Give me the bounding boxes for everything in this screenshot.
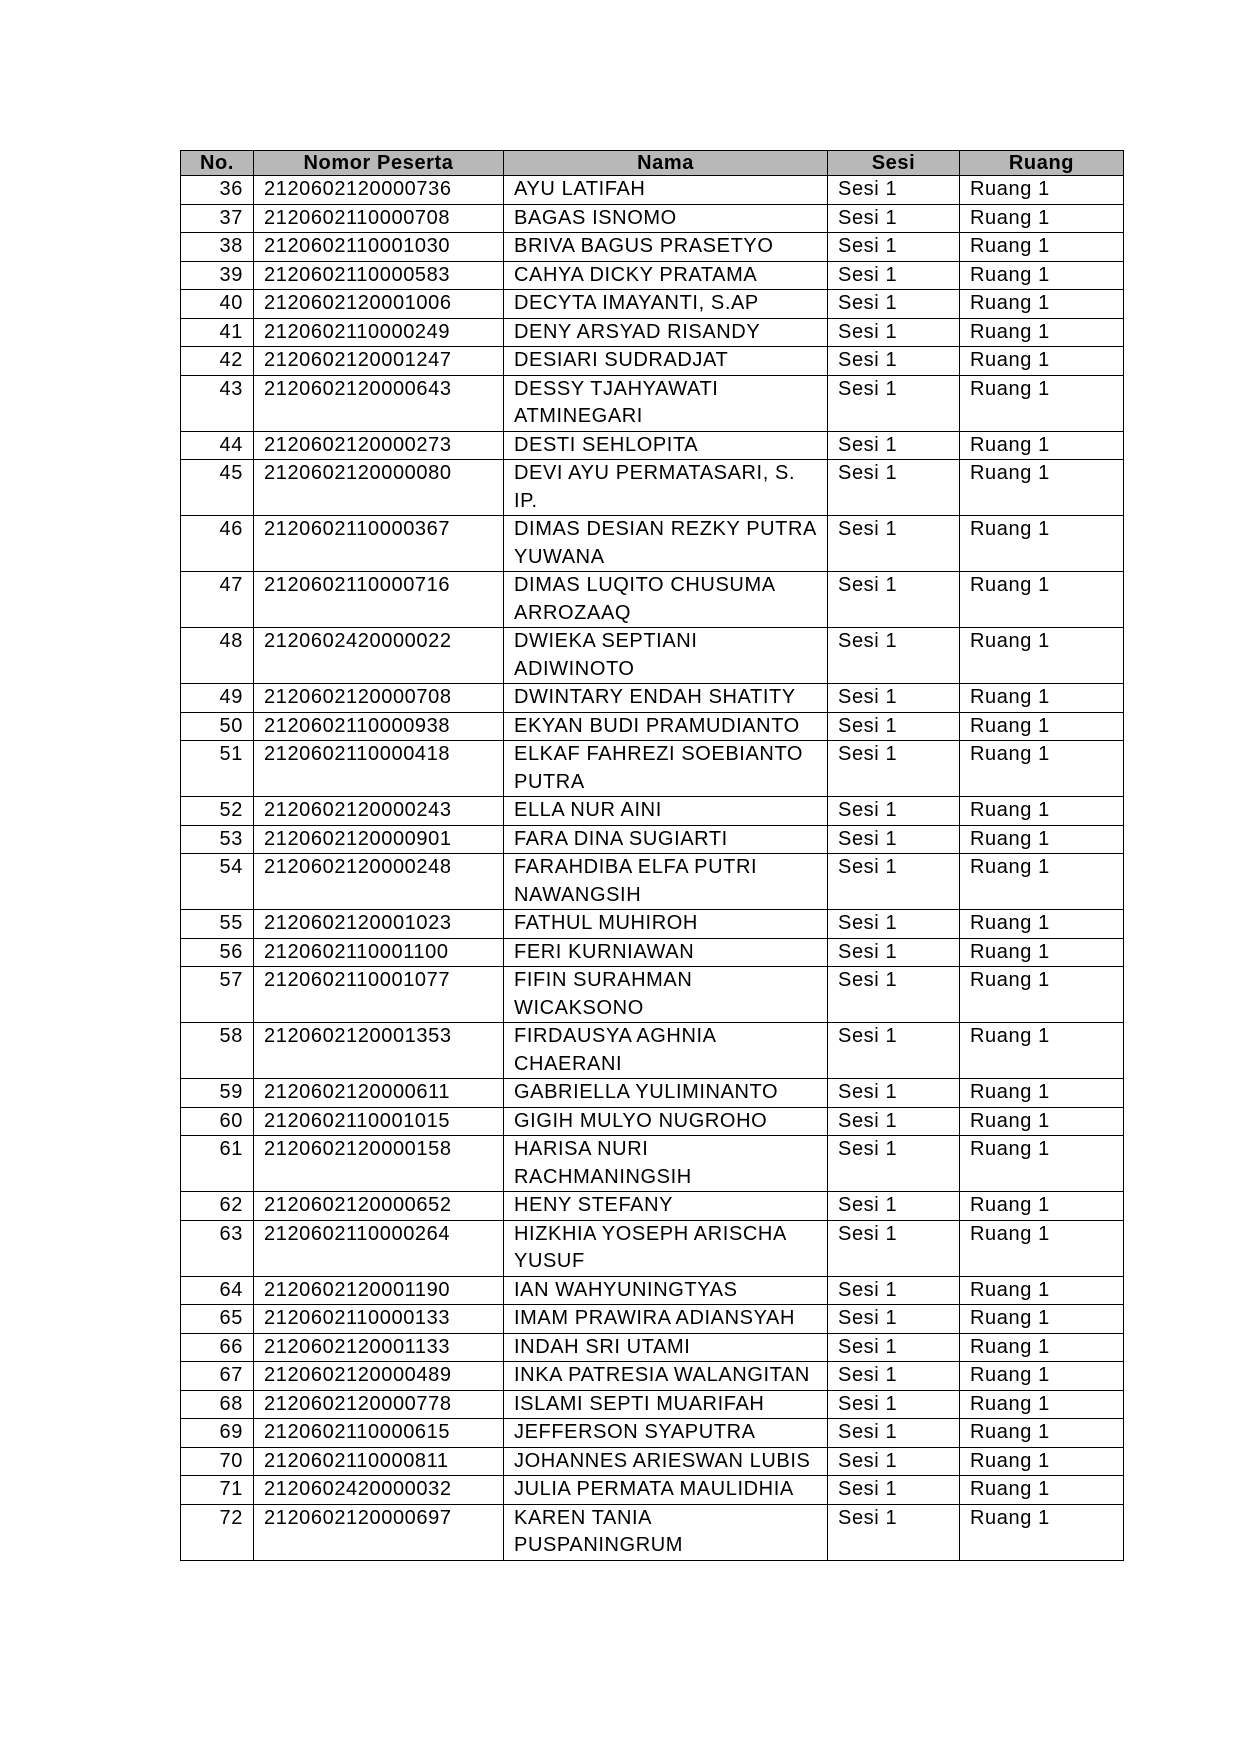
table-row <box>181 233 1124 262</box>
cell-nama: INDAH SRI UTAMI <box>504 1333 828 1362</box>
cell-nomor-peserta: 2120602110000367 <box>254 516 504 572</box>
cell-nama: EKYAN BUDI PRAMUDIANTO <box>504 712 828 741</box>
cell-ruang: Ruang 1 <box>960 1079 1124 1108</box>
cell-nama: INKA PATRESIA WALANGITAN <box>504 1362 828 1391</box>
cell-ruang: Ruang 1 <box>960 1362 1124 1391</box>
cell-no: 55 <box>181 910 254 939</box>
cell-no: 39 <box>181 261 254 290</box>
cell-sesi: Sesi 1 <box>828 1136 960 1192</box>
table-header-row <box>181 151 1124 176</box>
cell-sesi: Sesi 1 <box>828 1023 960 1079</box>
cell-ruang: Ruang 1 <box>960 176 1124 205</box>
cell-ruang: Ruang 1 <box>960 318 1124 347</box>
cell-nama: DESSY TJAHYAWATI ATMINEGARI <box>504 375 828 431</box>
table-row <box>181 712 1124 741</box>
cell-nomor-peserta: 2120602110000583 <box>254 261 504 290</box>
cell-sesi: Sesi 1 <box>828 1079 960 1108</box>
table-row <box>181 1023 1124 1079</box>
cell-ruang: Ruang 1 <box>960 1504 1124 1560</box>
table-row <box>181 854 1124 910</box>
cell-nomor-peserta: 2120602110001015 <box>254 1107 504 1136</box>
cell-no: 49 <box>181 684 254 713</box>
cell-ruang: Ruang 1 <box>960 967 1124 1023</box>
cell-ruang: Ruang 1 <box>960 854 1124 910</box>
table-row <box>181 938 1124 967</box>
cell-nomor-peserta: 2120602120000736 <box>254 176 504 205</box>
cell-nomor-peserta: 2120602120001247 <box>254 347 504 376</box>
cell-no: 42 <box>181 347 254 376</box>
cell-sesi: Sesi 1 <box>828 204 960 233</box>
cell-sesi: Sesi 1 <box>828 1220 960 1276</box>
cell-nama: DWIEKA SEPTIANI ADIWINOTO <box>504 628 828 684</box>
cell-nama: FARAHDIBA ELFA PUTRI NAWANGSIH <box>504 854 828 910</box>
cell-no: 54 <box>181 854 254 910</box>
cell-sesi: Sesi 1 <box>828 684 960 713</box>
cell-no: 65 <box>181 1305 254 1334</box>
cell-ruang: Ruang 1 <box>960 1136 1124 1192</box>
cell-ruang: Ruang 1 <box>960 712 1124 741</box>
table-row <box>181 516 1124 572</box>
table-row <box>181 204 1124 233</box>
cell-nomor-peserta: 2120602110001030 <box>254 233 504 262</box>
table-row <box>181 318 1124 347</box>
cell-ruang: Ruang 1 <box>960 1276 1124 1305</box>
cell-sesi: Sesi 1 <box>828 1276 960 1305</box>
cell-sesi: Sesi 1 <box>828 628 960 684</box>
cell-sesi: Sesi 1 <box>828 910 960 939</box>
table-row <box>181 741 1124 797</box>
cell-sesi: Sesi 1 <box>828 1447 960 1476</box>
table-row <box>181 825 1124 854</box>
cell-no: 46 <box>181 516 254 572</box>
table-row <box>181 1305 1124 1334</box>
cell-ruang: Ruang 1 <box>960 204 1124 233</box>
header-ruang: Ruang <box>960 151 1124 176</box>
cell-ruang: Ruang 1 <box>960 1476 1124 1505</box>
cell-nomor-peserta: 2120602110001100 <box>254 938 504 967</box>
cell-ruang: Ruang 1 <box>960 1390 1124 1419</box>
cell-nomor-peserta: 2120602110000418 <box>254 741 504 797</box>
cell-no: 38 <box>181 233 254 262</box>
table-row <box>181 684 1124 713</box>
cell-ruang: Ruang 1 <box>960 825 1124 854</box>
table-row <box>181 1276 1124 1305</box>
table-row <box>181 290 1124 319</box>
cell-nomor-peserta: 2120602120000901 <box>254 825 504 854</box>
cell-ruang: Ruang 1 <box>960 1333 1124 1362</box>
cell-sesi: Sesi 1 <box>828 1390 960 1419</box>
cell-nama: DENY ARSYAD RISANDY <box>504 318 828 347</box>
cell-ruang: Ruang 1 <box>960 261 1124 290</box>
cell-no: 44 <box>181 431 254 460</box>
cell-nama: ELKAF FAHREZI SOEBIANTO PUTRA <box>504 741 828 797</box>
cell-no: 59 <box>181 1079 254 1108</box>
cell-sesi: Sesi 1 <box>828 460 960 516</box>
cell-ruang: Ruang 1 <box>960 347 1124 376</box>
table-body <box>181 176 1124 1561</box>
cell-sesi: Sesi 1 <box>828 1192 960 1221</box>
cell-no: 63 <box>181 1220 254 1276</box>
cell-ruang: Ruang 1 <box>960 1107 1124 1136</box>
cell-nomor-peserta: 2120602110000811 <box>254 1447 504 1476</box>
table-row <box>181 1447 1124 1476</box>
cell-sesi: Sesi 1 <box>828 1305 960 1334</box>
cell-nomor-peserta: 2120602120001133 <box>254 1333 504 1362</box>
cell-ruang: Ruang 1 <box>960 1305 1124 1334</box>
cell-nama: CAHYA DICKY PRATAMA <box>504 261 828 290</box>
cell-nama: FARA DINA SUGIARTI <box>504 825 828 854</box>
cell-sesi: Sesi 1 <box>828 572 960 628</box>
cell-ruang: Ruang 1 <box>960 741 1124 797</box>
table-row <box>181 1504 1124 1560</box>
cell-nomor-peserta: 2120602120001006 <box>254 290 504 319</box>
table-row <box>181 628 1124 684</box>
cell-nomor-peserta: 2120602420000032 <box>254 1476 504 1505</box>
table-row <box>181 1192 1124 1221</box>
cell-no: 50 <box>181 712 254 741</box>
cell-sesi: Sesi 1 <box>828 1333 960 1362</box>
table-row <box>181 347 1124 376</box>
cell-no: 47 <box>181 572 254 628</box>
cell-nama: DECYTA IMAYANTI, S.AP <box>504 290 828 319</box>
cell-ruang: Ruang 1 <box>960 431 1124 460</box>
cell-nomor-peserta: 2120602120000243 <box>254 797 504 826</box>
cell-nomor-peserta: 2120602110000249 <box>254 318 504 347</box>
cell-no: 48 <box>181 628 254 684</box>
cell-no: 61 <box>181 1136 254 1192</box>
cell-sesi: Sesi 1 <box>828 318 960 347</box>
cell-nama: DWINTARY ENDAH SHATITY <box>504 684 828 713</box>
cell-no: 37 <box>181 204 254 233</box>
cell-nomor-peserta: 2120602110000264 <box>254 1220 504 1276</box>
cell-sesi: Sesi 1 <box>828 1107 960 1136</box>
cell-nomor-peserta: 2120602110000708 <box>254 204 504 233</box>
cell-ruang: Ruang 1 <box>960 684 1124 713</box>
cell-ruang: Ruang 1 <box>960 938 1124 967</box>
cell-nama: FERI KURNIAWAN <box>504 938 828 967</box>
cell-ruang: Ruang 1 <box>960 1447 1124 1476</box>
participant-table <box>180 150 1124 1561</box>
cell-nama: JEFFERSON SYAPUTRA <box>504 1419 828 1448</box>
cell-no: 43 <box>181 375 254 431</box>
cell-nomor-peserta: 2120602120000273 <box>254 431 504 460</box>
cell-ruang: Ruang 1 <box>960 1220 1124 1276</box>
cell-ruang: Ruang 1 <box>960 1192 1124 1221</box>
table-row <box>181 1390 1124 1419</box>
table-row <box>181 261 1124 290</box>
cell-nomor-peserta: 2120602110000615 <box>254 1419 504 1448</box>
cell-nama: HIZKHIA YOSEPH ARISCHA YUSUF <box>504 1220 828 1276</box>
cell-nama: HENY STEFANY <box>504 1192 828 1221</box>
cell-ruang: Ruang 1 <box>960 290 1124 319</box>
cell-ruang: Ruang 1 <box>960 460 1124 516</box>
cell-nomor-peserta: 2120602120000643 <box>254 375 504 431</box>
cell-sesi: Sesi 1 <box>828 233 960 262</box>
cell-nama: AYU LATIFAH <box>504 176 828 205</box>
cell-nama: JOHANNES ARIESWAN LUBIS <box>504 1447 828 1476</box>
table-row <box>181 1220 1124 1276</box>
cell-nama: BRIVA BAGUS PRASETYO <box>504 233 828 262</box>
cell-no: 70 <box>181 1447 254 1476</box>
header-no: No. <box>181 151 254 176</box>
table-row <box>181 176 1124 205</box>
cell-nomor-peserta: 2120602120001023 <box>254 910 504 939</box>
table-row <box>181 375 1124 431</box>
cell-ruang: Ruang 1 <box>960 572 1124 628</box>
cell-no: 41 <box>181 318 254 347</box>
cell-no: 57 <box>181 967 254 1023</box>
cell-nomor-peserta: 2120602120000158 <box>254 1136 504 1192</box>
cell-no: 51 <box>181 741 254 797</box>
cell-nomor-peserta: 2120602120000652 <box>254 1192 504 1221</box>
cell-sesi: Sesi 1 <box>828 261 960 290</box>
cell-nama: DEVI AYU PERMATASARI, S. IP. <box>504 460 828 516</box>
cell-nama: DIMAS DESIAN REZKY PUTRA YUWANA <box>504 516 828 572</box>
cell-nomor-peserta: 2120602120001190 <box>254 1276 504 1305</box>
table-row <box>181 1136 1124 1192</box>
cell-nomor-peserta: 2120602120000489 <box>254 1362 504 1391</box>
cell-ruang: Ruang 1 <box>960 797 1124 826</box>
cell-nama: GABRIELLA YULIMINANTO <box>504 1079 828 1108</box>
cell-nama: FIRDAUSYA AGHNIA CHAERANI <box>504 1023 828 1079</box>
cell-nama: HARISA NURI RACHMANINGSIH <box>504 1136 828 1192</box>
cell-nomor-peserta: 2120602120000080 <box>254 460 504 516</box>
table-row <box>181 460 1124 516</box>
cell-sesi: Sesi 1 <box>828 1419 960 1448</box>
cell-sesi: Sesi 1 <box>828 797 960 826</box>
cell-nomor-peserta: 2120602110000938 <box>254 712 504 741</box>
cell-nomor-peserta: 2120602420000022 <box>254 628 504 684</box>
cell-sesi: Sesi 1 <box>828 967 960 1023</box>
cell-no: 68 <box>181 1390 254 1419</box>
cell-ruang: Ruang 1 <box>960 1023 1124 1079</box>
cell-no: 67 <box>181 1362 254 1391</box>
cell-sesi: Sesi 1 <box>828 347 960 376</box>
cell-sesi: Sesi 1 <box>828 516 960 572</box>
table-row <box>181 1333 1124 1362</box>
cell-sesi: Sesi 1 <box>828 176 960 205</box>
cell-ruang: Ruang 1 <box>960 910 1124 939</box>
cell-ruang: Ruang 1 <box>960 628 1124 684</box>
table-row <box>181 910 1124 939</box>
cell-nomor-peserta: 2120602110000133 <box>254 1305 504 1334</box>
table-row <box>181 1476 1124 1505</box>
cell-no: 60 <box>181 1107 254 1136</box>
cell-sesi: Sesi 1 <box>828 741 960 797</box>
cell-no: 64 <box>181 1276 254 1305</box>
cell-sesi: Sesi 1 <box>828 1476 960 1505</box>
cell-sesi: Sesi 1 <box>828 290 960 319</box>
cell-no: 58 <box>181 1023 254 1079</box>
cell-sesi: Sesi 1 <box>828 375 960 431</box>
cell-nomor-peserta: 2120602120000778 <box>254 1390 504 1419</box>
cell-sesi: Sesi 1 <box>828 938 960 967</box>
cell-no: 52 <box>181 797 254 826</box>
cell-nomor-peserta: 2120602120001353 <box>254 1023 504 1079</box>
cell-ruang: Ruang 1 <box>960 516 1124 572</box>
cell-no: 72 <box>181 1504 254 1560</box>
cell-ruang: Ruang 1 <box>960 1419 1124 1448</box>
cell-nomor-peserta: 2120602110000716 <box>254 572 504 628</box>
table-row <box>181 1419 1124 1448</box>
cell-nomor-peserta: 2120602120000248 <box>254 854 504 910</box>
cell-nama: FATHUL MUHIROH <box>504 910 828 939</box>
cell-no: 71 <box>181 1476 254 1505</box>
cell-sesi: Sesi 1 <box>828 431 960 460</box>
header-sesi: Sesi <box>828 151 960 176</box>
cell-nomor-peserta: 2120602120000697 <box>254 1504 504 1560</box>
cell-no: 62 <box>181 1192 254 1221</box>
cell-ruang: Ruang 1 <box>960 375 1124 431</box>
cell-no: 66 <box>181 1333 254 1362</box>
cell-no: 69 <box>181 1419 254 1448</box>
cell-no: 40 <box>181 290 254 319</box>
cell-nama: GIGIH MULYO NUGROHO <box>504 1107 828 1136</box>
table-row <box>181 1079 1124 1108</box>
cell-nomor-peserta: 2120602120000611 <box>254 1079 504 1108</box>
cell-nama: KAREN TANIA PUSPANINGRUM <box>504 1504 828 1560</box>
cell-sesi: Sesi 1 <box>828 1362 960 1391</box>
cell-nama: IMAM PRAWIRA ADIANSYAH <box>504 1305 828 1334</box>
cell-nama: DESTI SEHLOPITA <box>504 431 828 460</box>
cell-sesi: Sesi 1 <box>828 854 960 910</box>
cell-nama: IAN WAHYUNINGTYAS <box>504 1276 828 1305</box>
cell-nama: FIFIN SURAHMAN WICAKSONO <box>504 967 828 1023</box>
table-row <box>181 572 1124 628</box>
cell-nomor-peserta: 2120602120000708 <box>254 684 504 713</box>
cell-ruang: Ruang 1 <box>960 233 1124 262</box>
cell-nama: BAGAS ISNOMO <box>504 204 828 233</box>
cell-nama: DESIARI SUDRADJAT <box>504 347 828 376</box>
table-row <box>181 797 1124 826</box>
table-row <box>181 1107 1124 1136</box>
cell-nama: DIMAS LUQITO CHUSUMA ARROZAAQ <box>504 572 828 628</box>
cell-sesi: Sesi 1 <box>828 825 960 854</box>
table-row <box>181 431 1124 460</box>
header-nama: Nama <box>504 151 828 176</box>
cell-nama: ISLAMI SEPTI MUARIFAH <box>504 1390 828 1419</box>
header-nomor-peserta: Nomor Peserta <box>254 151 504 176</box>
table-row <box>181 1362 1124 1391</box>
cell-no: 45 <box>181 460 254 516</box>
cell-no: 36 <box>181 176 254 205</box>
cell-nama: JULIA PERMATA MAULIDHIA <box>504 1476 828 1505</box>
cell-nama: ELLA NUR AINI <box>504 797 828 826</box>
cell-no: 53 <box>181 825 254 854</box>
cell-sesi: Sesi 1 <box>828 1504 960 1560</box>
cell-sesi: Sesi 1 <box>828 712 960 741</box>
cell-no: 56 <box>181 938 254 967</box>
table-row <box>181 967 1124 1023</box>
cell-nomor-peserta: 2120602110001077 <box>254 967 504 1023</box>
